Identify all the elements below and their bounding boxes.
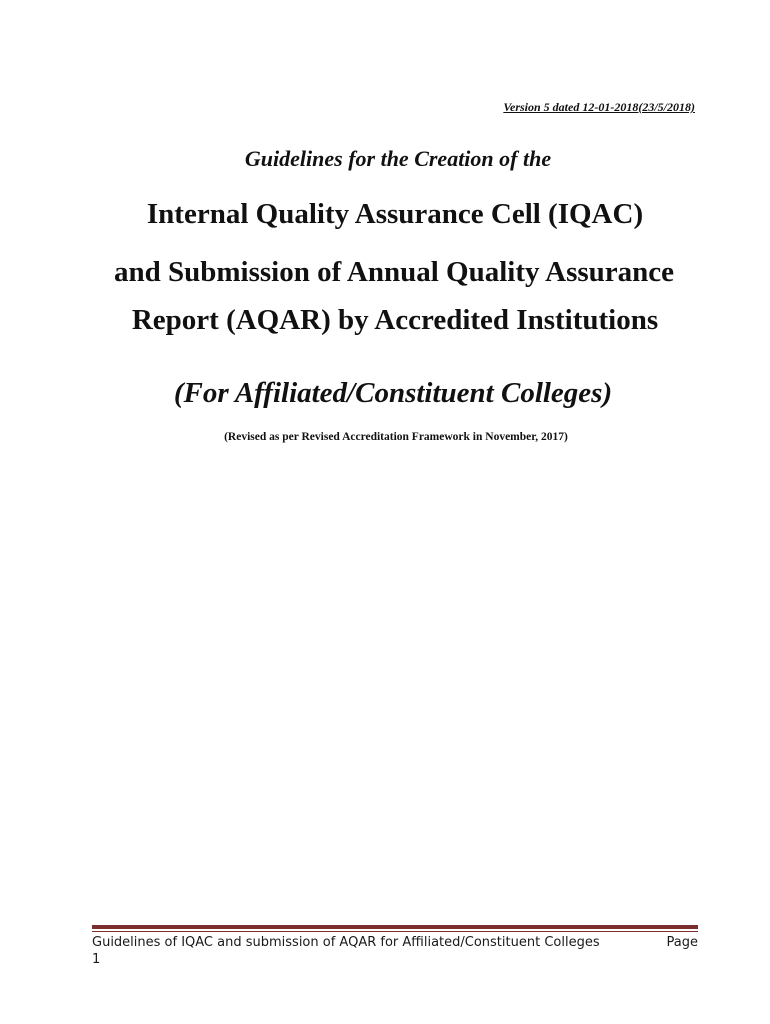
footer-title: Guidelines of IQAC and submission of AQAR for Affiliated/Constituent Colleges <box>92 935 600 950</box>
audience-heading: (For Affiliated/Constituent Colleges) <box>173 377 613 409</box>
document-title-line-1: Internal Quality Assurance Cell (IQAC) <box>146 198 644 230</box>
revision-note: (Revised as per Revised Accreditation Framework in November, 2017) <box>224 431 568 443</box>
footer-divider-thick <box>92 925 698 929</box>
document-title-line-3: Report (AQAR) by Accredited Institutions <box>131 304 659 336</box>
footer-page-number: 1 <box>92 952 101 967</box>
footer-divider <box>92 925 698 932</box>
footer-line <box>92 934 698 951</box>
document-subtitle: Guidelines for the Creation of the <box>244 146 552 171</box>
document-title-line-2: and Submission of Annual Quality Assurance <box>113 256 675 288</box>
page-footer <box>92 934 698 968</box>
footer-divider-thin <box>92 931 698 932</box>
version-label: Version 5 dated 12-01-2018(23/5/2018) <box>503 100 695 114</box>
footer-page-label: Page <box>666 935 698 950</box>
